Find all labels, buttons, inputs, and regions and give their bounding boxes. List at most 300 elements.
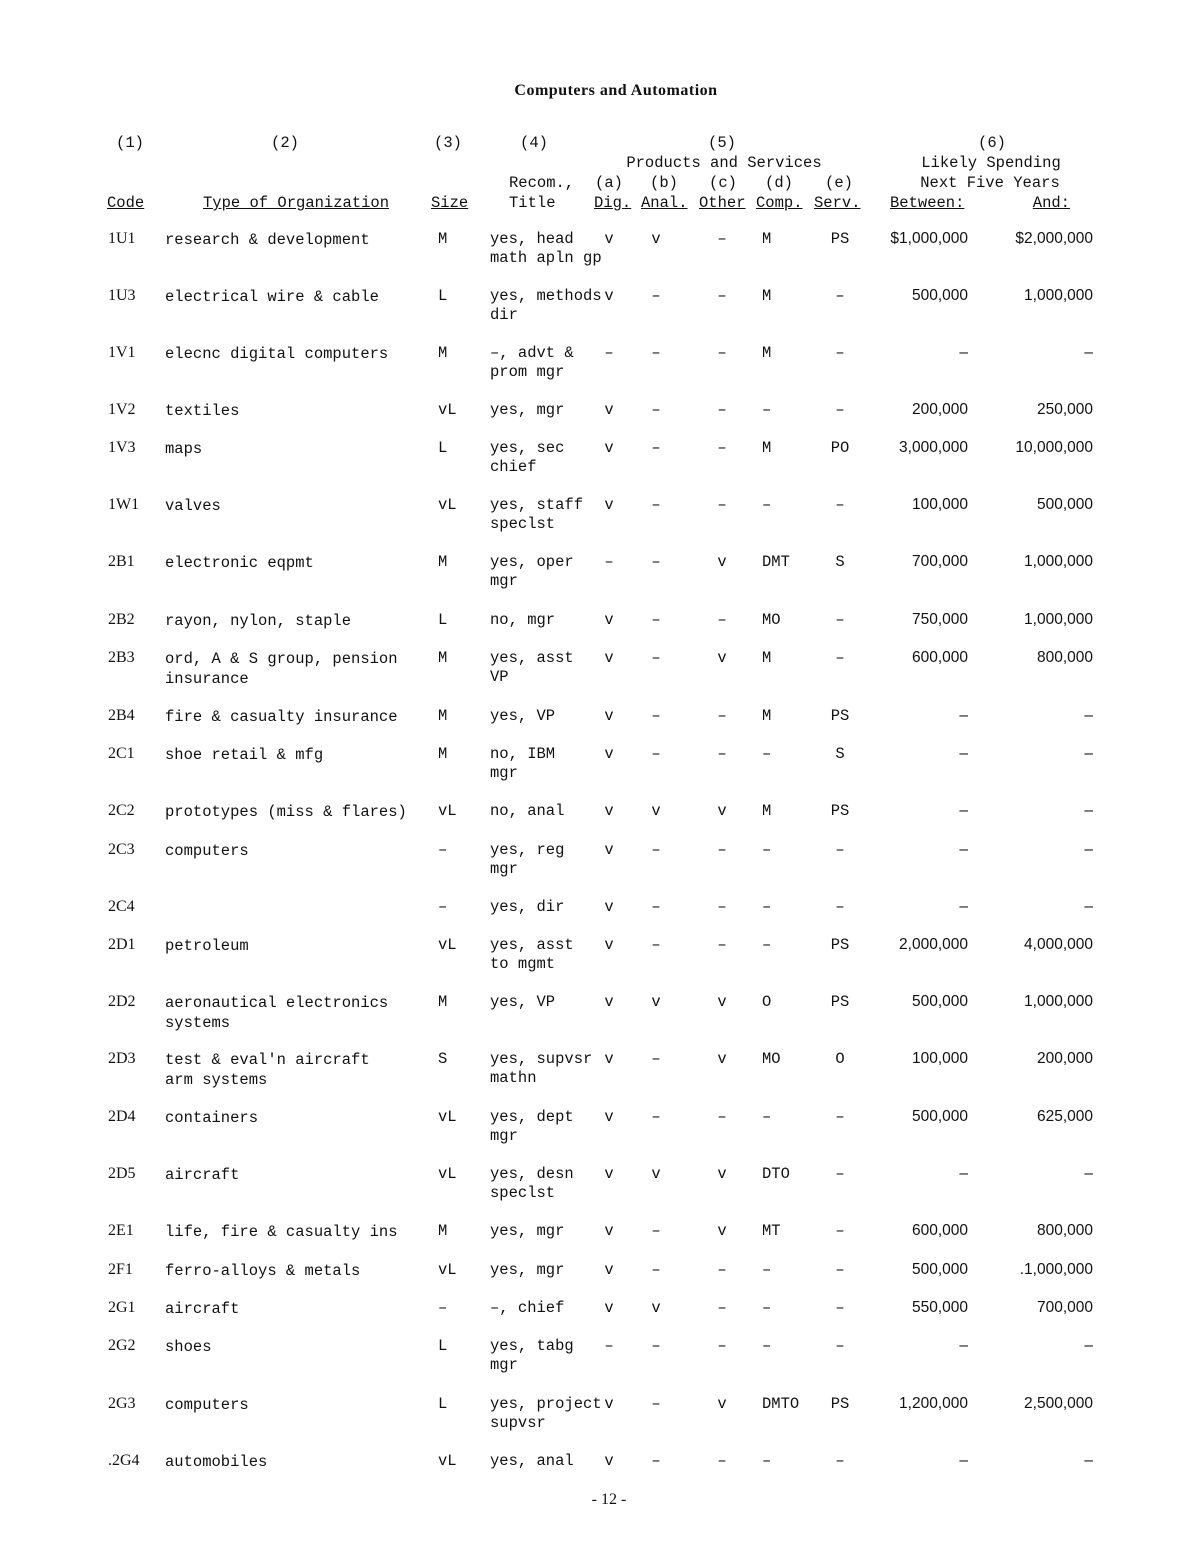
cell-digital: v — [604, 1395, 614, 1413]
col-number-5: (5) — [708, 134, 736, 152]
cell-organization: research & development — [165, 231, 370, 249]
cell-digital: v — [604, 1108, 614, 1126]
cell-components: M — [762, 287, 772, 305]
cell-spending-between: 1,200,000 — [899, 1395, 968, 1412]
cell-services: PS — [830, 230, 850, 248]
cell-code: 2D4 — [108, 1108, 136, 1125]
cell-services: PS — [830, 936, 850, 954]
cell-spending-between: – — [959, 1452, 968, 1469]
cell-organization: ferro-alloys & metals — [165, 1262, 361, 1280]
cell-analog: – — [651, 1395, 661, 1413]
cell-spending-between: – — [959, 745, 968, 762]
cell-code: 1U3 — [108, 287, 136, 304]
cell-code: 2G3 — [108, 1395, 136, 1412]
cell-organization: valves — [165, 497, 221, 515]
cell-organization: containers — [165, 1109, 259, 1127]
cell-spending-and: 1,000,000 — [1024, 611, 1093, 628]
cell-code: 2C1 — [108, 745, 135, 762]
cell-size: – — [438, 841, 448, 859]
cell-digital: – — [604, 344, 614, 362]
cell-size: M — [438, 707, 448, 725]
cell-spending-between: 600,000 — [911, 1222, 968, 1239]
cell-organization: rayon, nylon, staple — [165, 612, 352, 630]
cell-analog: – — [651, 553, 661, 571]
cell-other: v — [717, 993, 727, 1011]
cell-organization: elecnc digital computers — [165, 345, 389, 363]
and-heading: And: — [1032, 194, 1070, 212]
cell-analog: v — [651, 802, 661, 820]
cell-code: 2B1 — [108, 553, 135, 570]
cell-code: 2G2 — [108, 1337, 136, 1354]
cell-spending-between: – — [959, 898, 968, 915]
cell-services: – — [835, 1337, 845, 1355]
cell-organization: maps — [165, 440, 203, 458]
cell-size: M — [438, 344, 448, 362]
cell-spending-between: 550,000 — [911, 1299, 968, 1316]
cell-other: – — [717, 1108, 727, 1126]
cell-spending-between: – — [959, 802, 968, 819]
cell-components: M — [762, 344, 772, 362]
cell-spending-and: 500,000 — [1036, 496, 1093, 513]
col-c-letter: (c) — [709, 174, 737, 192]
cell-digital: v — [604, 439, 614, 457]
cell-code: 2B2 — [108, 611, 135, 628]
cell-title: no, anal — [490, 802, 565, 820]
cell-spending-and: 700,000 — [1036, 1299, 1093, 1316]
cell-size: M — [438, 553, 448, 571]
cell-code: 2F1 — [108, 1261, 133, 1278]
cell-services: – — [835, 1299, 845, 1317]
cell-spending-and: – — [1084, 344, 1093, 361]
cell-analog: – — [651, 496, 661, 514]
cell-spending-between: 750,000 — [911, 611, 968, 628]
cell-title: yes, tabg mgr — [490, 1337, 574, 1374]
cell-title: yes, VP — [490, 707, 556, 725]
cell-code: 1V1 — [108, 344, 136, 361]
cell-components: – — [762, 1108, 772, 1126]
cell-size: L — [438, 611, 448, 629]
cell-components: – — [762, 1299, 772, 1317]
cell-analog: – — [651, 745, 661, 763]
cell-analog: v — [651, 230, 661, 248]
cell-analog: – — [651, 611, 661, 629]
cell-spending-between: 500,000 — [911, 1108, 968, 1125]
cell-spending-and: – — [1084, 745, 1093, 762]
cell-organization: prototypes (miss & flares) — [165, 803, 407, 821]
cell-digital: v — [604, 401, 614, 419]
cell-digital: v — [604, 1050, 614, 1068]
cell-analog: – — [651, 1108, 661, 1126]
comp-heading: Comp. — [756, 194, 803, 212]
cell-spending-and: 1,000,000 — [1024, 287, 1093, 304]
cell-spending-and: – — [1084, 1337, 1093, 1354]
cell-analog: – — [651, 649, 661, 667]
cell-organization: electrical wire & cable — [165, 288, 379, 306]
cell-components: MO — [762, 611, 781, 629]
cell-size: vL — [438, 1108, 457, 1126]
cell-title: yes, VP — [490, 993, 556, 1011]
cell-size: vL — [438, 936, 457, 954]
cell-spending-between: – — [959, 707, 968, 724]
cell-title: yes, sec chief — [490, 439, 565, 476]
cell-services: PO — [830, 439, 850, 457]
cell-size: vL — [438, 401, 457, 419]
next-five-years-heading: Next Five Years — [920, 174, 1060, 192]
cell-components: – — [762, 496, 772, 514]
col-number-2: (2) — [271, 134, 299, 152]
cell-services: – — [835, 611, 845, 629]
products-services-heading: Products and Services — [626, 154, 822, 172]
cell-other: v — [717, 1050, 727, 1068]
cell-title: yes, asst to mgmt — [490, 936, 574, 973]
cell-services: PS — [830, 707, 850, 725]
cell-services: – — [835, 1165, 845, 1183]
cell-digital: v — [604, 993, 614, 1011]
cell-title: no, mgr — [490, 611, 556, 629]
col-number-4: (4) — [520, 134, 548, 152]
cell-title: yes, anal — [490, 1452, 574, 1470]
cell-other: – — [717, 1299, 727, 1317]
cell-size: vL — [438, 496, 457, 514]
cell-digital: v — [604, 841, 614, 859]
cell-other: v — [717, 553, 727, 571]
cell-components: M — [762, 230, 772, 248]
cell-size: L — [438, 287, 448, 305]
cell-services: – — [835, 841, 845, 859]
cell-services: – — [835, 1261, 845, 1279]
cell-digital: v — [604, 649, 614, 667]
cell-size: vL — [438, 1261, 457, 1279]
cell-digital: v — [604, 1452, 614, 1470]
cell-other: v — [717, 649, 727, 667]
cell-other: – — [717, 707, 727, 725]
cell-digital: v — [604, 1222, 614, 1240]
cell-analog: v — [651, 1299, 661, 1317]
cell-other: – — [717, 344, 727, 362]
cell-size: M — [438, 230, 448, 248]
cell-spending-and: 625,000 — [1036, 1108, 1093, 1125]
cell-title: yes, asst VP — [490, 649, 574, 686]
cell-title: yes, methods dir — [490, 287, 602, 324]
cell-title: yes, dept mgr — [490, 1108, 574, 1145]
cell-spending-between: – — [959, 1165, 968, 1182]
cell-components: – — [762, 898, 772, 916]
cell-services: PS — [830, 993, 850, 1011]
cell-other: – — [717, 898, 727, 916]
cell-size: – — [438, 898, 448, 916]
cell-size: M — [438, 993, 448, 1011]
cell-other: – — [717, 611, 727, 629]
cell-title: –, chief — [490, 1299, 565, 1317]
cell-components: MO — [762, 1050, 781, 1068]
cell-code: 1V3 — [108, 439, 136, 456]
cell-spending-and: 1,000,000 — [1024, 993, 1093, 1010]
cell-organization: electronic eqpmt — [165, 554, 314, 572]
cell-services: PS — [830, 802, 850, 820]
cell-other: – — [717, 1337, 727, 1355]
cell-other: v — [717, 1395, 727, 1413]
cell-spending-and: 800,000 — [1036, 1222, 1093, 1239]
cell-services: O — [835, 1050, 845, 1068]
cell-services: – — [835, 287, 845, 305]
cell-spending-between: – — [959, 841, 968, 858]
serv-heading: Serv. — [814, 194, 861, 212]
cell-spending-between: 200,000 — [911, 401, 968, 418]
cell-code: 1V2 — [108, 401, 136, 418]
cell-components: – — [762, 841, 772, 859]
cell-spending-and: 1,000,000 — [1024, 553, 1093, 570]
cell-title: yes, project supvsr — [490, 1395, 602, 1432]
cell-title: yes, oper mgr — [490, 553, 574, 590]
cell-size: M — [438, 1222, 448, 1240]
cell-spending-between: 600,000 — [911, 649, 968, 666]
cell-digital: v — [604, 496, 614, 514]
cell-services: PS — [830, 1395, 850, 1413]
cell-size: L — [438, 439, 448, 457]
cell-digital: v — [604, 1165, 614, 1183]
page-number: - 12 - — [591, 1491, 627, 1508]
cell-organization: aircraft — [165, 1300, 240, 1318]
cell-spending-between: $1,000,000 — [890, 230, 968, 247]
cell-services: – — [835, 1108, 845, 1126]
cell-other: – — [717, 841, 727, 859]
cell-organization: textiles — [165, 402, 240, 420]
cell-components: DMTO — [762, 1395, 800, 1413]
cell-code: 2D5 — [108, 1165, 136, 1182]
cell-digital: v — [604, 745, 614, 763]
cell-analog: – — [651, 1261, 661, 1279]
cell-components: – — [762, 401, 772, 419]
cell-organization: aeronautical electronics systems — [165, 994, 389, 1032]
cell-spending-and: – — [1084, 1165, 1093, 1182]
cell-analog: – — [651, 439, 661, 457]
cell-services: – — [835, 898, 845, 916]
cell-organization: test & eval'n aircraft arm systems — [165, 1051, 370, 1089]
cell-digital: v — [604, 898, 614, 916]
col-number-3: (3) — [434, 134, 462, 152]
cell-analog: – — [651, 1222, 661, 1240]
cell-components: – — [762, 936, 772, 954]
cell-spending-between: 2,000,000 — [899, 936, 968, 953]
cell-components: M — [762, 649, 772, 667]
recom-heading: Recom., — [509, 174, 575, 192]
cell-organization: life, fire & casualty ins — [165, 1223, 398, 1241]
cell-spending-and: 800,000 — [1036, 649, 1093, 666]
cell-analog: – — [651, 841, 661, 859]
cell-code: .2G4 — [108, 1452, 140, 1469]
cell-components: O — [762, 993, 772, 1011]
cell-spending-between: – — [959, 1337, 968, 1354]
cell-analog: – — [651, 1337, 661, 1355]
cell-spending-and: 4,000,000 — [1024, 936, 1093, 953]
cell-spending-and: – — [1084, 898, 1093, 915]
cell-services: – — [835, 496, 845, 514]
cell-spending-and: 250,000 — [1036, 401, 1093, 418]
cell-size: – — [438, 1299, 448, 1317]
cell-analog: – — [651, 936, 661, 954]
cell-size: vL — [438, 1452, 457, 1470]
cell-title: yes, mgr — [490, 401, 565, 419]
cell-code: 2D3 — [108, 1050, 136, 1067]
cell-digital: v — [604, 1299, 614, 1317]
cell-organization: automobiles — [165, 1453, 268, 1471]
page-title: Computers and Automation — [514, 82, 718, 99]
cell-digital: – — [604, 553, 614, 571]
likely-spending-heading: Likely Spending — [921, 154, 1061, 172]
cell-spending-and: 200,000 — [1036, 1050, 1093, 1067]
cell-code: 2E1 — [108, 1222, 134, 1239]
cell-components: DTO — [762, 1165, 790, 1183]
cell-services: S — [835, 553, 845, 571]
cell-size: vL — [438, 1165, 457, 1183]
col-e-letter: (e) — [825, 174, 853, 192]
cell-spending-and: 2,500,000 — [1024, 1395, 1093, 1412]
cell-other: – — [717, 401, 727, 419]
cell-organization: aircraft — [165, 1166, 240, 1184]
col-a-letter: (a) — [595, 174, 623, 192]
cell-size: vL — [438, 802, 457, 820]
cell-title: yes, desn speclst — [490, 1165, 574, 1202]
cell-components: DMT — [762, 553, 790, 571]
dig-heading: Dig. — [594, 194, 632, 212]
cell-other: – — [717, 1261, 727, 1279]
cell-analog: v — [651, 1165, 661, 1183]
cell-title: no, IBM mgr — [490, 745, 556, 782]
cell-other: – — [717, 496, 727, 514]
cell-services: – — [835, 344, 845, 362]
cell-digital: v — [604, 707, 614, 725]
organization-heading: Type of Organization — [203, 194, 390, 212]
cell-digital: v — [604, 230, 614, 248]
cell-size: M — [438, 745, 448, 763]
cell-other: – — [717, 439, 727, 457]
cell-title: yes, reg mgr — [490, 841, 565, 878]
cell-title: yes, staff speclst — [490, 496, 584, 533]
cell-title: yes, supvsr mathn — [490, 1050, 593, 1087]
cell-other: v — [717, 1165, 727, 1183]
cell-title: yes, mgr — [490, 1222, 565, 1240]
cell-organization: computers — [165, 1396, 249, 1414]
cell-title: yes, mgr — [490, 1261, 565, 1279]
cell-components: – — [762, 1261, 772, 1279]
cell-spending-and: – — [1084, 841, 1093, 858]
cell-title: yes, dir — [490, 898, 565, 916]
cell-digital: v — [604, 1261, 614, 1279]
between-heading: Between: — [890, 194, 965, 212]
cell-code: 2C3 — [108, 841, 135, 858]
cell-spending-and: $2,000,000 — [1015, 230, 1093, 247]
cell-spending-and: 10,000,000 — [1015, 439, 1093, 456]
cell-components: MT — [762, 1222, 781, 1240]
cell-code: 1U1 — [108, 230, 136, 247]
cell-organization: computers — [165, 842, 249, 860]
cell-spending-between: 500,000 — [911, 287, 968, 304]
cell-size: S — [438, 1050, 448, 1068]
cell-digital: v — [604, 802, 614, 820]
cell-analog: – — [651, 401, 661, 419]
code-heading: Code — [107, 194, 145, 212]
cell-size: L — [438, 1395, 448, 1413]
cell-organization: fire & casualty insurance — [165, 708, 398, 726]
cell-services: – — [835, 649, 845, 667]
cell-spending-between: 100,000 — [911, 1050, 968, 1067]
cell-code: 2D1 — [108, 936, 136, 953]
cell-components: M — [762, 439, 772, 457]
cell-other: – — [717, 230, 727, 248]
cell-title: –, advt & prom mgr — [490, 344, 574, 381]
cell-digital: v — [604, 287, 614, 305]
cell-components: M — [762, 802, 772, 820]
size-heading: Size — [431, 194, 469, 212]
cell-analog: – — [651, 287, 661, 305]
cell-code: 2B4 — [108, 707, 135, 724]
cell-analog: – — [651, 707, 661, 725]
col-number-1: (1) — [116, 134, 144, 152]
cell-size: M — [438, 649, 448, 667]
cell-analog: – — [651, 344, 661, 362]
cell-services: S — [835, 745, 845, 763]
cell-analog: – — [651, 898, 661, 916]
other-heading: Other — [699, 194, 746, 212]
cell-organization: petroleum — [165, 937, 249, 955]
cell-code: 2C4 — [108, 898, 135, 915]
cell-digital: v — [604, 611, 614, 629]
col-d-letter: (d) — [765, 174, 793, 192]
cell-spending-between: 100,000 — [911, 496, 968, 513]
cell-digital: v — [604, 936, 614, 954]
cell-code: 2G1 — [108, 1299, 136, 1316]
cell-other: – — [717, 936, 727, 954]
cell-spending-between: 700,000 — [911, 553, 968, 570]
cell-services: – — [835, 1452, 845, 1470]
cell-spending-between: 500,000 — [911, 993, 968, 1010]
cell-analog: v — [651, 993, 661, 1011]
cell-other: – — [717, 287, 727, 305]
col-b-letter: (b) — [650, 174, 678, 192]
cell-other: v — [717, 1222, 727, 1240]
cell-spending-and: .1,000,000 — [1019, 1261, 1093, 1278]
cell-title: yes, head math apln gp — [490, 230, 602, 267]
cell-spending-and: – — [1084, 802, 1093, 819]
cell-size: L — [438, 1337, 448, 1355]
cell-other: v — [717, 802, 727, 820]
cell-code: 2D2 — [108, 993, 136, 1010]
col-number-6: (6) — [978, 134, 1006, 152]
cell-spending-between: – — [959, 344, 968, 361]
cell-code: 1W1 — [108, 496, 140, 513]
cell-organization: shoes — [165, 1338, 212, 1356]
cell-spending-and: – — [1084, 1452, 1093, 1469]
cell-code: 2C2 — [108, 802, 135, 819]
cell-other: – — [717, 745, 727, 763]
cell-services: – — [835, 1222, 845, 1240]
cell-components: M — [762, 707, 772, 725]
title-heading: Title — [509, 194, 556, 212]
cell-spending-between: 3,000,000 — [899, 439, 968, 456]
cell-digital: – — [604, 1337, 614, 1355]
anal-heading: Anal. — [641, 194, 688, 212]
cell-code: 2B3 — [108, 649, 135, 666]
cell-analog: – — [651, 1050, 661, 1068]
cell-other: – — [717, 1452, 727, 1470]
cell-components: – — [762, 1452, 772, 1470]
cell-components: – — [762, 745, 772, 763]
cell-organization: shoe retail & mfg — [165, 746, 324, 764]
cell-spending-and: – — [1084, 707, 1093, 724]
cell-analog: – — [651, 1452, 661, 1470]
cell-organization: ord, A & S group, pension insurance — [165, 650, 398, 688]
cell-components: – — [762, 1337, 772, 1355]
